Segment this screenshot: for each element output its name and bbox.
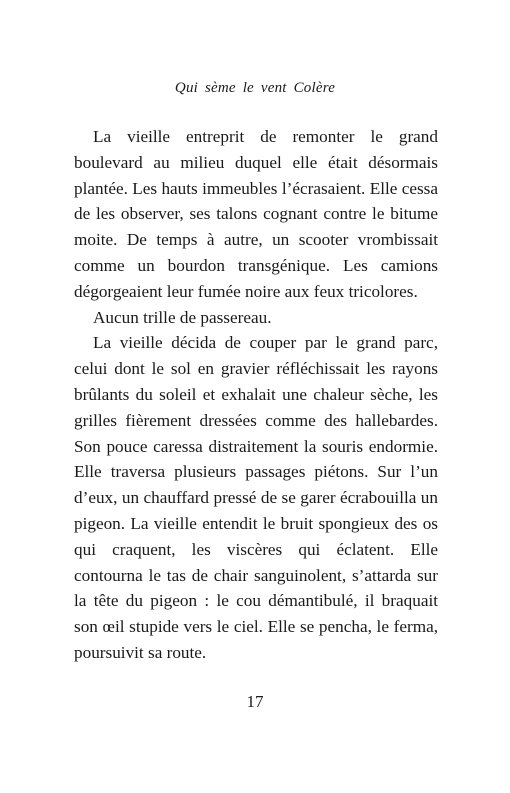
page-number: 17 <box>246 692 264 711</box>
paragraph: Aucun trille de passereau. <box>93 307 272 327</box>
paragraph: La vieille décida de couper par le grand parc, celui dont le sol en gravier réfléchissait les rayons brûlants du soleil et exhalait une chaleur sèche, les grilles fièrement dressées comme des hallebardes. Son pouce caressa distraitement la souris endormie. Elle traversa plusieurs passages piétons. Sur l’un d’eux, un chauffard pressé de se garer écrabouilla un pigeon. La vieille entendit le bruit spongieux des os qui craquent, les viscères qui éclatent. Elle contourna le tas de chair sanguinolent, s’attarda sur la tête du pigeon : le cou démantibulé, il braquait son œil stupide vers le ciel. Elle se pencha, le ferma, poursuivit sa route. <box>74 333 438 662</box>
running-head: Qui sème le vent Colère <box>174 80 336 96</box>
body-text <box>74 124 438 666</box>
paragraph: La vieille entreprit de remonter le grand boulevard au milieu duquel elle était désormais plantée. Les hauts immeubles l’écrasaient. Elle cessa de les observer, ses talons cognant contre le bitume moite. De temps à autre, un scooter vrombissait comme un bourdon transgénique. Les camions dégorgeaient leur fumée noire aux feux tricolores. <box>74 127 438 301</box>
